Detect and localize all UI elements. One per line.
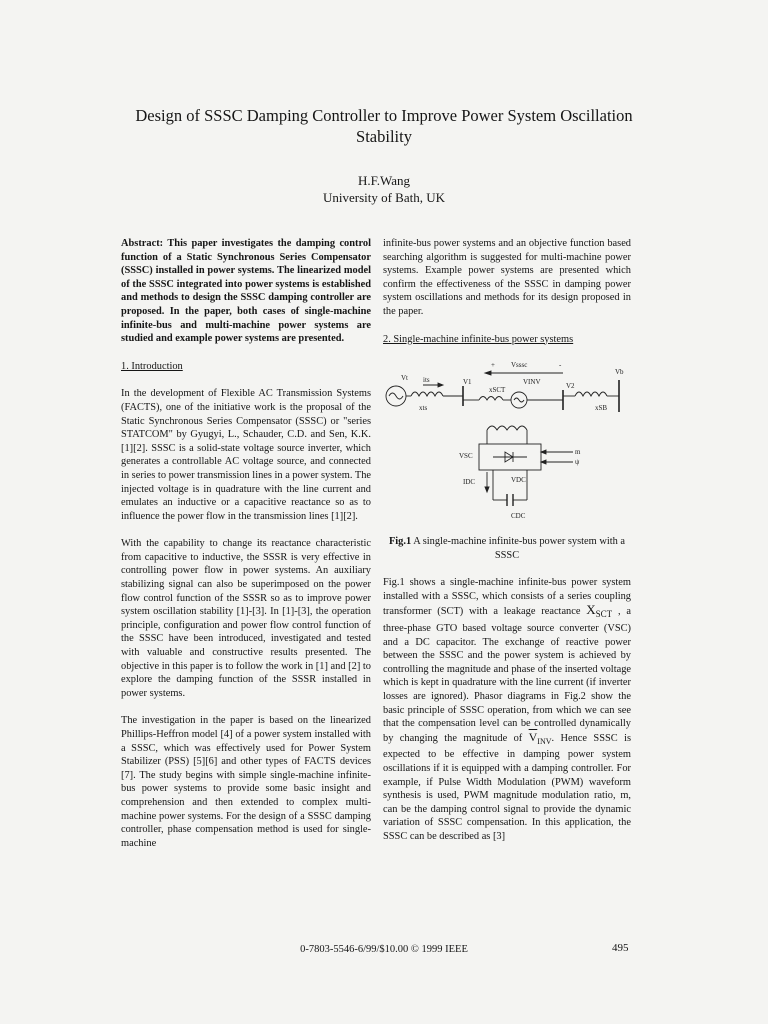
copyright-footer: 0-7803-5546-6/99/$10.00 © 1999 IEEE — [300, 944, 468, 955]
paper-title: Design of SSSC Damping Controller to Improve Power System Oscillation Stability — [135, 106, 633, 146]
symbol-x-sub: SCT — [595, 609, 613, 620]
fig-label-vt: Vt — [401, 374, 408, 382]
author-affiliation: University of Bath, UK — [322, 190, 446, 205]
fig-label-vb: Vb — [615, 368, 624, 376]
fig-label-cdc: CDC — [511, 512, 526, 520]
page-number: 495 — [612, 942, 629, 954]
fig-label-idc: IDC — [463, 478, 476, 486]
fig-plus-top: + — [491, 361, 495, 369]
vsssc-arrowhead — [485, 371, 491, 375]
left-column — [121, 237, 371, 864]
symbol-v-sub: INV — [537, 736, 552, 746]
fig-label-vdc: VDC — [511, 476, 526, 484]
fig-label-m: m — [575, 448, 581, 456]
paragraph-1: In the development of Flexible AC Transmission Systems (FACTS), one of the initiative work is the proposal of the Static Synchronous Series Compensator (SSSC) or "series STATCOM" by Gyugyi, L., Schauder, C.D. and Sen, K.K. [1][2]. SSSC is a solid-state voltage source inverter, which generates a controllable AC voltage source, and connected in series to power transmission lines in a power system. The injected voltage is in quadrature with the line current and emulates an inductive or a capacitive reactance so as to influence the power flow in the transmission lines [1][2]. — [121, 388, 372, 522]
fig-label-v1: V1 — [463, 378, 472, 386]
fig-label-xts: xts — [419, 404, 428, 412]
figure-1-caption-text: A single-machine infinite-bus power system with a SSSC — [411, 536, 626, 561]
source-wave-icon — [514, 398, 524, 402]
right-column-bottom — [383, 535, 631, 858]
fig-label-vsc: VSC — [459, 452, 473, 460]
paragraph-2: With the capability to change its reactance characteristic from capacitive to inductive, the SSSR is very effective in controlling power flow in power systems. An auxiliary stabilizing signal can also be superimposed on the power flow control function of the SSSR so as to improve power system oscillation stability [1]-[3]. In [1]-[3], the operation principle, configuration and power flow control function of the SSSC have been introduced, investigated and tested with valuable and constructive results presented. The objective in this paper is to follow the work in [1] and [2] to explore the damping function of the SSSR installed in power systems. — [121, 538, 371, 699]
author-name: H.F.Wang — [357, 173, 411, 188]
figure-1-caption-label: Fig.1 — [388, 536, 412, 547]
abstract: Abstract: This paper investigates the damping control function of a Static Synchronous Series Compensator (SSSC) installed in power systems. The linearized model of the SSSC integrated into power systems is established and methods to design the SSSC damping controller are proposed. In the paper, both cases of single-machine infinite-bus and multi-machine power systems are studied and example power systems are presented. — [121, 238, 371, 345]
fig-minus-top: - — [559, 361, 562, 369]
section-1-heading: 1. Introduction — [121, 360, 183, 372]
symbol-v: $\overline{V}$ — [528, 729, 538, 744]
paragraph-5: Fig.1 shows a single-machine infinite-bus power system installed with a SSSC, which consists of a series coupling transformer (SCT) with a leakage reactance $X_{SCT}$ , a three-phase GTO based voltage source converter (VSC) and a DC capacitor. The exchange of reactive power between the SSSC and the power system is achieved by controlling the magnitude and phase of the inserted voltage which is kept in quadrature with the line current (if inverter losses are ignored). Phasor diagrams in Fig.2 show the basic principle of SSSC operation, from which we can see that the compensation level can be controlled dynamically by changing the magnitude of $\overline{V}_{INV}$. Hence SSSC is expected to be effective in damping power system oscillations if it is equipped with a damping controller. For example, if Pulse Width Modulation (PWM) waveform synthesis is used, PWM magnitude modulation ratio, m, can be the damping control signal to provide the dynamic variation of SSSC compensation. In this application, the SSSC can be described as [3] — [383, 577, 631, 843]
fig-label-vsssc: Vsssc — [511, 361, 528, 369]
paragraph-4: infinite-bus power systems and an objective function based searching algorithm is suggested for multi-machine power systems. Example power systems are presented which confirm the effectiveness of the SSSC in damping power system oscillations and methods for its design proposed in the paper. — [383, 238, 631, 317]
transformer-secondary — [487, 426, 527, 430]
fig-label-vinv: VINV — [523, 378, 541, 386]
fig-label-xsct: xSCT — [489, 386, 506, 394]
figure-1-caption — [383, 535, 631, 562]
inductor-xts — [411, 392, 443, 396]
right-column-top — [383, 237, 631, 360]
fig-label-v2: V2 — [566, 382, 575, 390]
paragraph-3: The investigation in the paper is based on the linearized Phillips-Heffron model [4] of a power system installed with a SSSC, which was effectively used for Power System Stabilizer (PSS) [5][6] and other types of FACTS devices [7]. The study begins with simple single-machine infinite-bus power systems to provide some basic insight and comprehension and then extended to complex multi-machine power systems. For the design of a SSSC damping controller, phase compensation method is used for single-machine — [121, 715, 371, 849]
generator-wave-icon — [389, 393, 403, 399]
fig-label-xsb: xSB — [595, 404, 608, 412]
fig-label-psi: ψ — [575, 458, 580, 466]
inductor-xsb — [575, 392, 607, 396]
author-block — [0, 172, 768, 206]
section-2-heading: 2. Single-machine infinite-bus power systems — [383, 333, 574, 345]
fig-label-its: its — [423, 376, 430, 384]
symbol-x: X — [586, 602, 596, 618]
inductor-xsct — [479, 397, 503, 401]
figure-1-circuit-diagram — [383, 360, 633, 525]
